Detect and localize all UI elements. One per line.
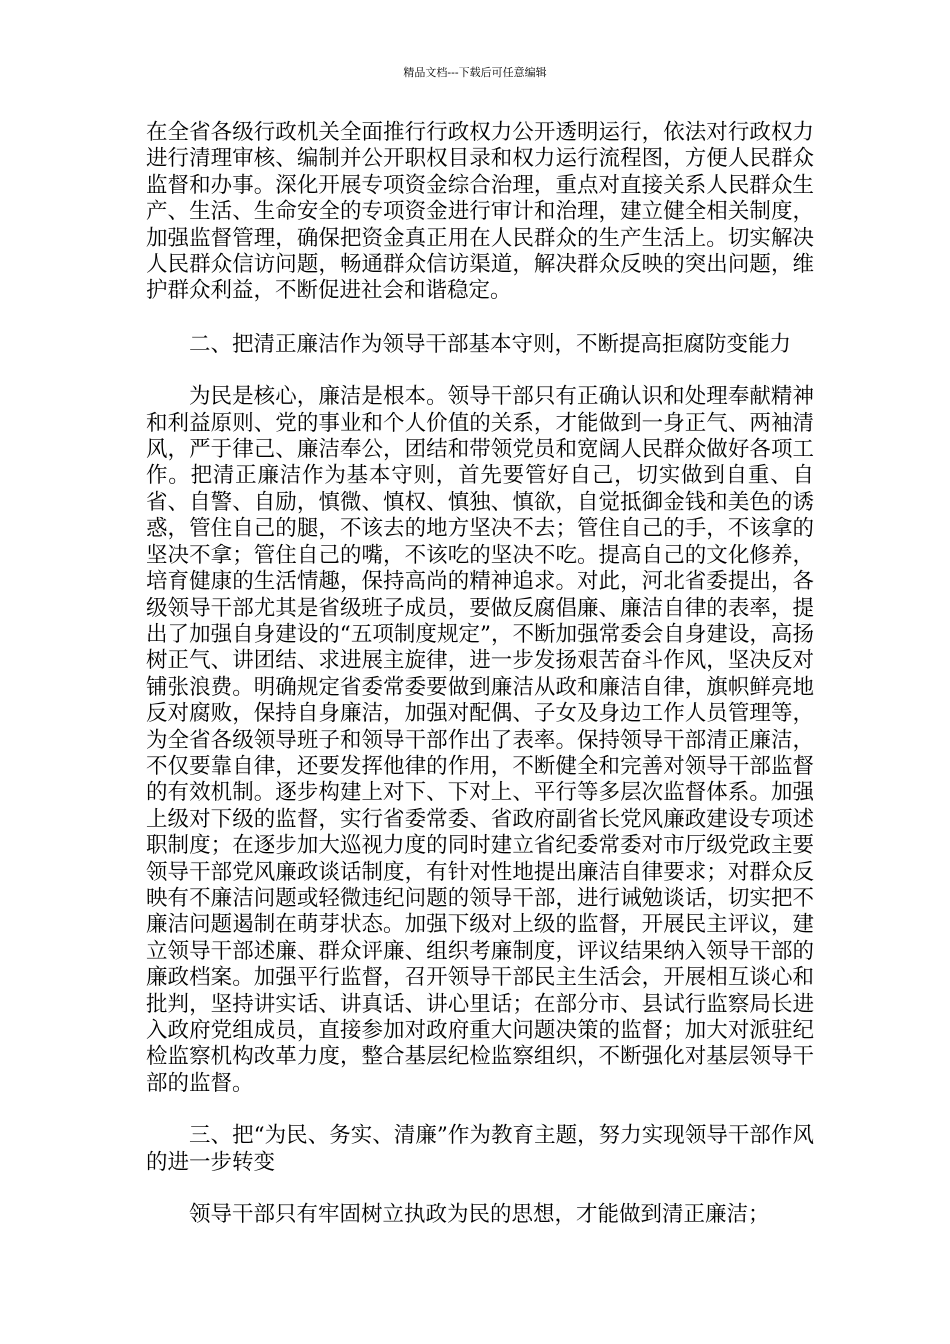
document-body [146, 120, 814, 1228]
paragraph-education: 领导干部只有牢固树立执政为民的思想，才能做到清正廉洁； [189, 1202, 770, 1228]
page-header: 精品文档---下载后可任意编辑 [403, 66, 547, 79]
section-heading-3: 三、把“为民、务实、清廉”作为教育主题，努力实现领导干部作风的进一步转变 [146, 1123, 814, 1175]
paragraph-continuation: 在全省各级行政机关全面推行行政权力公开透明运行，依法对行政权力进行清理审核、编制并公开职权目录和权力运行流程图，方便人民群众监督和办事。深化开展专项资金综合治理，重点对直接关系人民群众生产、生活、生命安全的专项资金进行审计和治理，建立健全相关制度，加强监督管理，确保把资金真正用在人民群众的生产生活上。切实解决人民群众信访问题，畅通群众信访渠道，解决群众反映的突出问题，维护群众利益，不断促进社会和谐稳定。 [146, 120, 814, 304]
paragraph-integrity: 为民是核心，廉洁是根本。领导干部只有正确认识和处理奉献精神和利益原则、党的事业和个人价值的关系，才能做到一身正气、两袖清风，严于律己、廉洁奉公，团结和带领党员和宽阔人民群众做好各项工作。把清正廉洁作为基本守则，首先要管好自己，切实做到自重、自省、自警、自励，慎微、慎权、慎独、慎欲，自觉抵御金钱和美色的诱惑，管住自己的腿，不该去的地方坚决不去；管住自己的手，不该拿的坚决不拿；管住自己的嘴，不该吃的坚决不吃。提高自己的文化修养，培育健康的生活情趣，保持高尚的精神追求。对此，河北省委提出，各级领导干部尤其是省级班子成员，要做反腐倡廉、廉洁自律的表率，提出了加强自身建设的“五项制度规定”，不断加强常委会自身建设，高扬树正气、讲团结、求进展主旋律，进一步发扬艰苦奋斗作风，坚决反对铺张浪费。明确规定省委常委要做到廉洁从政和廉洁自律，旗帜鲜亮地反对腐败，保持自身廉洁，加强对配偶、子女及身边工作人员管理等，为全省各级领导班子和领导干部作出了表率。保持领导干部清正廉洁，不仅要靠自律，还要发挥他律的作用，不断健全和完善对领导干部监督的有效机制。逐步构建上对下、下对上、平行等多层次监督体系。加强上级对下级的监督，实行省委常委、省政府副省长党风廉政建设专项述职制度；在逐步加大巡视力度的同时建立省纪委常委对市厅级党政主要领导干部党风廉政谈话制度，有针对性地提出廉洁自律要求；对群众反映有不廉洁问题或轻微违纪问题的领导干部，进行诫勉谈话，切实把不廉洁问题遏制在萌芽状态。加强下级对上级的监督，开展民主评议，建立领导干部述廉、群众评廉、组织考廉制度，评议结果纳入领导干部的廉政档案。加强平行监督，召开领导干部民主生活会，开展相互谈心和批判，坚持讲实话、讲真话、讲心里话；在部分市、县试行监察局长进入政府党组成员，直接参加对政府重大问题决策的监督；加大对派驻纪检监察机构改革力度，整合基层纪检监察组织，不断强化对基层领导干部的监督。 [146, 384, 814, 1096]
section-heading-2: 二、把清正廉洁作为领导干部基本守则，不断提高拒腐防变能力 [189, 331, 792, 357]
